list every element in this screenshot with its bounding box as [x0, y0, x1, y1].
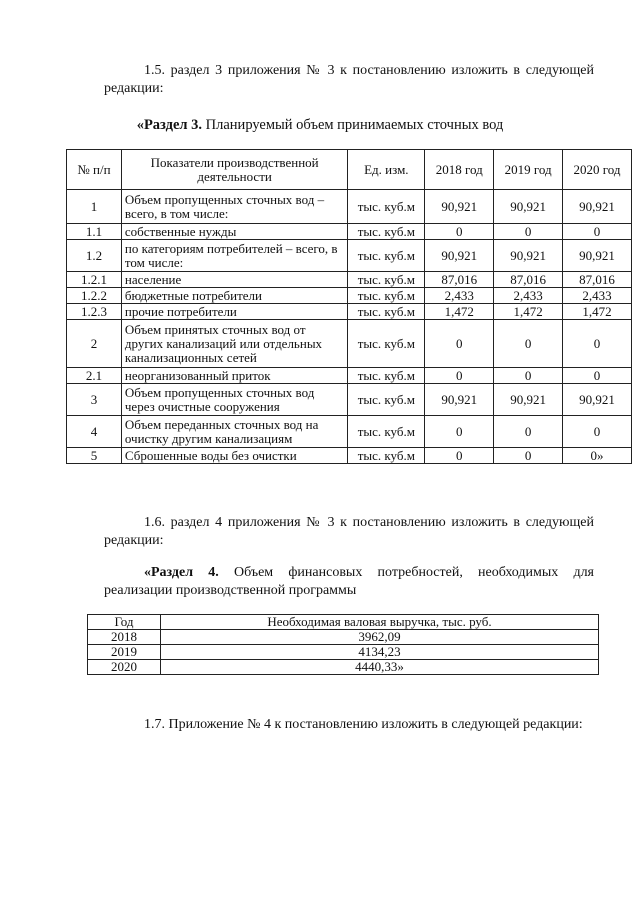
sewage-volume-table	[66, 149, 632, 464]
year-cell: 2020	[88, 660, 161, 675]
row-number-cell: 2.1	[67, 368, 122, 384]
value-2019-cell: 90,921	[494, 240, 563, 272]
unit-cell: тыс. куб.м	[348, 304, 425, 320]
value-2018-cell: 0	[425, 416, 494, 448]
table-row	[67, 190, 632, 224]
value-2018-cell: 2,433	[425, 288, 494, 304]
table-row	[67, 448, 632, 464]
value-2020-cell: 0	[563, 320, 632, 368]
indicator-cell: по категориям потребителей – всего, в том числе:	[121, 240, 347, 272]
value-2018-cell: 90,921	[425, 190, 494, 224]
year-cell: 2018	[88, 630, 161, 645]
value-2020-cell: 2,433	[563, 288, 632, 304]
revenue-cell: 4440,33»	[161, 660, 599, 675]
table-row	[67, 384, 632, 416]
table-header-row	[67, 150, 632, 190]
row-number-cell: 1.2.2	[67, 288, 122, 304]
header-cell: Год	[88, 615, 161, 630]
table-header-row	[88, 615, 599, 630]
header-cell: № п/п	[67, 150, 122, 190]
revenue-table	[87, 614, 599, 675]
row-number-cell: 4	[67, 416, 122, 448]
indicator-cell: Объем пропущенных сточных вод через очистные сооружения	[121, 384, 347, 416]
value-2020-cell: 0	[563, 368, 632, 384]
unit-cell: тыс. куб.м	[348, 416, 425, 448]
table-row	[67, 224, 632, 240]
value-2018-cell: 87,016	[425, 272, 494, 288]
indicator-cell: население	[121, 272, 347, 288]
indicator-cell: Объем принятых сточных вод от других канализаций или отдельных канализационных сетей	[121, 320, 347, 368]
value-2020-cell: 90,921	[563, 384, 632, 416]
indicator-cell: бюджетные потребители	[121, 288, 347, 304]
value-2020-cell: 0	[563, 416, 632, 448]
unit-cell: тыс. куб.м	[348, 190, 425, 224]
value-2018-cell: 0	[425, 224, 494, 240]
row-number-cell: 2	[67, 320, 122, 368]
value-2019-cell: 0	[494, 448, 563, 464]
unit-cell: тыс. куб.м	[348, 368, 425, 384]
table-row	[88, 645, 599, 660]
row-number-cell: 1.2.3	[67, 304, 122, 320]
unit-cell: тыс. куб.м	[348, 448, 425, 464]
section-4-label: «Раздел 4.	[144, 565, 219, 580]
value-2019-cell: 90,921	[494, 190, 563, 224]
value-2020-cell: 90,921	[563, 190, 632, 224]
indicator-cell: прочие потребители	[121, 304, 347, 320]
value-2019-cell: 0	[494, 320, 563, 368]
section-3-heading	[0, 117, 640, 134]
header-cell: Ед. изм.	[348, 150, 425, 190]
header-cell: Показатели производственной деятельности	[121, 150, 347, 190]
value-2020-cell: 0	[563, 224, 632, 240]
value-2019-cell: 0	[494, 368, 563, 384]
table-row	[67, 320, 632, 368]
unit-cell: тыс. куб.м	[348, 384, 425, 416]
value-2019-cell: 87,016	[494, 272, 563, 288]
indicator-cell: неорганизованный приток	[121, 368, 347, 384]
row-number-cell: 1.1	[67, 224, 122, 240]
value-2018-cell: 0	[425, 320, 494, 368]
section-3-title: Планируемый объем принимаемых сточных вод	[202, 117, 504, 133]
table-row	[67, 304, 632, 320]
section-3-label: «Раздел 3.	[136, 117, 203, 133]
indicator-cell: Объем пропущенных сточных вод – всего, в том числе:	[121, 190, 347, 224]
revenue-cell: 3962,09	[161, 630, 599, 645]
table-row	[88, 630, 599, 645]
value-2018-cell: 0	[425, 368, 494, 384]
value-2019-cell: 0	[494, 416, 563, 448]
table-row	[88, 660, 599, 675]
section-4-heading	[104, 564, 594, 600]
value-2019-cell: 0	[494, 224, 563, 240]
year-cell: 2019	[88, 645, 161, 660]
table-row	[67, 272, 632, 288]
value-2018-cell: 1,472	[425, 304, 494, 320]
row-number-cell: 1.2	[67, 240, 122, 272]
value-2018-cell: 90,921	[425, 240, 494, 272]
paragraph-1-7: 1.7. Приложение № 4 к постановлению изложить в следующей редакции:	[144, 717, 583, 732]
paragraph-1-5: 1.5. раздел 3 приложения № 3 к постановлению изложить в следующей редакции:	[104, 63, 594, 96]
header-cell: 2020 год	[563, 150, 632, 190]
section-4-title: Объем финансовых потребностей, необходимых для реализации производственной программы	[104, 565, 594, 598]
value-2018-cell: 90,921	[425, 384, 494, 416]
row-number-cell: 1	[67, 190, 122, 224]
row-number-cell: 5	[67, 448, 122, 464]
table-row	[67, 240, 632, 272]
value-2018-cell: 0	[425, 448, 494, 464]
unit-cell: тыс. куб.м	[348, 240, 425, 272]
unit-cell: тыс. куб.м	[348, 320, 425, 368]
value-2020-cell: 0»	[563, 448, 632, 464]
table-row	[67, 368, 632, 384]
header-cell: 2018 год	[425, 150, 494, 190]
header-cell: 2019 год	[494, 150, 563, 190]
unit-cell: тыс. куб.м	[348, 224, 425, 240]
paragraph-1-6: 1.6. раздел 4 приложения № 3 к постановлению изложить в следующей редакции:	[104, 515, 594, 548]
value-2019-cell: 90,921	[494, 384, 563, 416]
unit-cell: тыс. куб.м	[348, 272, 425, 288]
value-2019-cell: 1,472	[494, 304, 563, 320]
value-2019-cell: 2,433	[494, 288, 563, 304]
value-2020-cell: 90,921	[563, 240, 632, 272]
revenue-cell: 4134,23	[161, 645, 599, 660]
row-number-cell: 3	[67, 384, 122, 416]
unit-cell: тыс. куб.м	[348, 288, 425, 304]
indicator-cell: Объем переданных сточных вод на очистку другим канализациям	[121, 416, 347, 448]
table-row	[67, 288, 632, 304]
value-2020-cell: 87,016	[563, 272, 632, 288]
header-cell: Необходимая валовая выручка, тыс. руб.	[161, 615, 599, 630]
table-row	[67, 416, 632, 448]
indicator-cell: Сброшенные воды без очистки	[121, 448, 347, 464]
row-number-cell: 1.2.1	[67, 272, 122, 288]
value-2020-cell: 1,472	[563, 304, 632, 320]
indicator-cell: собственные нужды	[121, 224, 347, 240]
